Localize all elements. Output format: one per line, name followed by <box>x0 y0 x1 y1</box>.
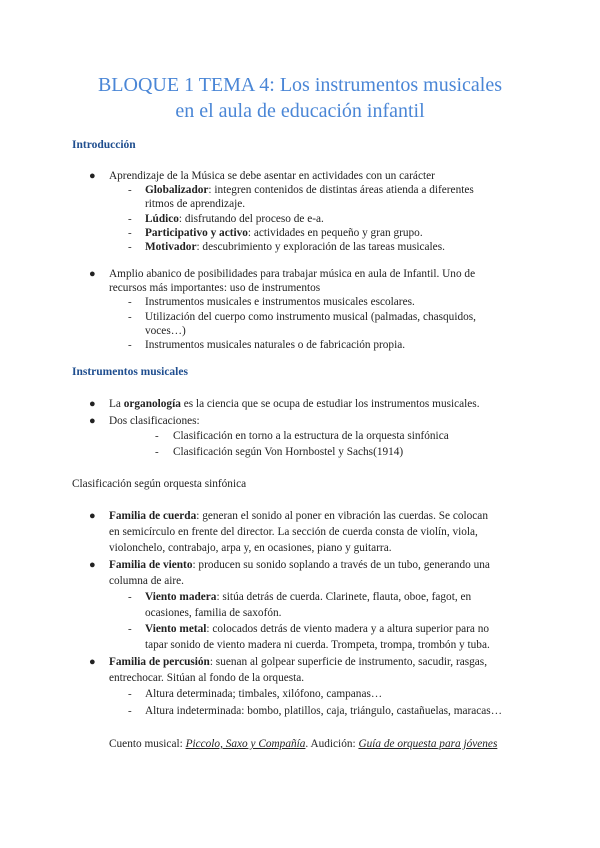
intro-sub2-2: Utilización del cuerpo como instrumento musical (palmadas, chasquidos, <box>145 311 476 323</box>
audicion-link[interactable]: Guía de orquesta para jóvenes <box>358 738 498 750</box>
cuerda-line-3: violonchelo, contrabajo, arpa y, en ocasiones, piano y guitarra. <box>109 542 392 554</box>
metal-line-2: tapar sonido de viento madera ni cuerda. Trompeta, trompa, trombón y tuba. <box>145 639 490 651</box>
intro-sub-motivador: Motivador: descubrimiento y exploración de las tareas musicales. <box>145 241 445 253</box>
intro-sub2-1: Instrumentos musicales e instrumentos musicales escolares. <box>145 296 415 308</box>
viento-line-1: Familia de viento: producen su sonido soplando a través de un tubo, generando una <box>109 559 490 571</box>
instrumentos-sub-1: Clasificación en torno a la estructura de la orquesta sinfónica <box>173 430 449 442</box>
dash-icon: - <box>128 241 132 253</box>
dash-icon: - <box>128 227 132 239</box>
intro-sub-globalizador: Globalizador: integren contenidos de distintas áreas atienda a diferentes <box>145 184 474 196</box>
intro-sub-participativo: Participativo y activo: actividades en pequeño y gran grupo. <box>145 227 423 239</box>
dash-icon: - <box>128 213 132 225</box>
bullet-icon: ● <box>89 415 96 427</box>
intro-bullet-1: Aprendizaje de la Música se debe asentar en actividades con un carácter <box>109 170 435 182</box>
bullet-icon: ● <box>89 559 96 571</box>
percusion-sub-1: Altura determinada; timbales, xilófono, campanas… <box>145 688 383 700</box>
document-title <box>40 72 560 124</box>
intro-sub-ludico: Lúdico: disfrutando del proceso de e-a. <box>145 213 324 225</box>
bullet-icon: ● <box>89 170 96 182</box>
instrumentos-bullet-2: Dos clasificaciones: <box>109 415 200 427</box>
cuento-link[interactable]: Piccolo, Saxo y Compañía <box>185 738 306 750</box>
title-line-1: BLOQUE 1 TEMA 4: Los instrumentos musicales <box>97 74 503 96</box>
dash-icon: - <box>155 446 159 458</box>
intro-sub2-2-cont: voces…) <box>145 325 186 337</box>
heading-introduccion: Introducción <box>72 139 136 151</box>
percusion-line-1: Familia de percusión: suenan al golpear superficie de instrumento, sacudir, rasgas, <box>109 656 488 668</box>
madera-line-1: Viento madera: sitúa detrás de cuerda. Clarinete, flauta, oboe, fagot, en <box>145 591 472 603</box>
percusion-sub-2: Altura indeterminada: bombo, platillos, caja, triángulo, castañuelas, maracas… <box>145 705 502 717</box>
dash-icon: - <box>155 430 159 442</box>
cuerda-line-2: en semicírculo en frente del director. La sección de cuerda consta de violín, viola, <box>109 526 478 538</box>
dash-icon: - <box>128 705 132 717</box>
dash-icon: - <box>128 296 132 308</box>
bullet-icon: ● <box>89 398 96 410</box>
title-line-2: en el aula de educación infantil <box>175 100 425 122</box>
intro-sub-globalizador-cont: ritmos de aprendizaje. <box>145 198 246 210</box>
dash-icon: - <box>128 688 132 700</box>
viento-line-2: columna de aire. <box>109 575 184 587</box>
dash-icon: - <box>128 339 132 351</box>
dash-icon: - <box>128 311 132 323</box>
instrumentos-sub-2: Clasificación según Von Hornbostel y Sachs(1914) <box>173 446 404 458</box>
metal-line-1: Viento metal: colocados detrás de viento madera y a altura superior para no <box>145 623 490 635</box>
heading-clasificacion: Clasificación según orquesta sinfónica <box>72 478 247 490</box>
intro-bullet-2-line-2: recursos más importantes: uso de instrumentos <box>109 282 321 294</box>
intro-bullet-2-line-1: Amplio abanico de posibilidades para trabajar música en aula de Infantil. Uno de <box>109 268 476 280</box>
heading-instrumentos: Instrumentos musicales <box>72 366 188 378</box>
intro-sub2-3: Instrumentos musicales naturales o de fabricación propia. <box>145 339 406 351</box>
percusion-line-2: entrechocar. Sitúan al fondo de la orquesta. <box>109 672 305 684</box>
dash-icon: - <box>128 623 132 635</box>
madera-line-2: ocasiones, familia de saxofón. <box>145 607 282 619</box>
cuerda-line-1: Familia de cuerda: generan el sonido al poner en vibración las cuerdas. Se colocan <box>109 510 488 522</box>
dash-icon: - <box>128 184 132 196</box>
dash-icon: - <box>128 591 132 603</box>
bullet-icon: ● <box>89 268 96 280</box>
cuento-audicion-line: Cuento musical: Piccolo, Saxo y Compañía. Audición: Guía de orquesta para jóvenes <box>109 738 498 750</box>
instrumentos-bullet-1: La organología es la ciencia que se ocupa de estudiar los instrumentos musicales. <box>109 398 480 410</box>
bullet-icon: ● <box>89 510 96 522</box>
bullet-icon: ● <box>89 656 96 668</box>
